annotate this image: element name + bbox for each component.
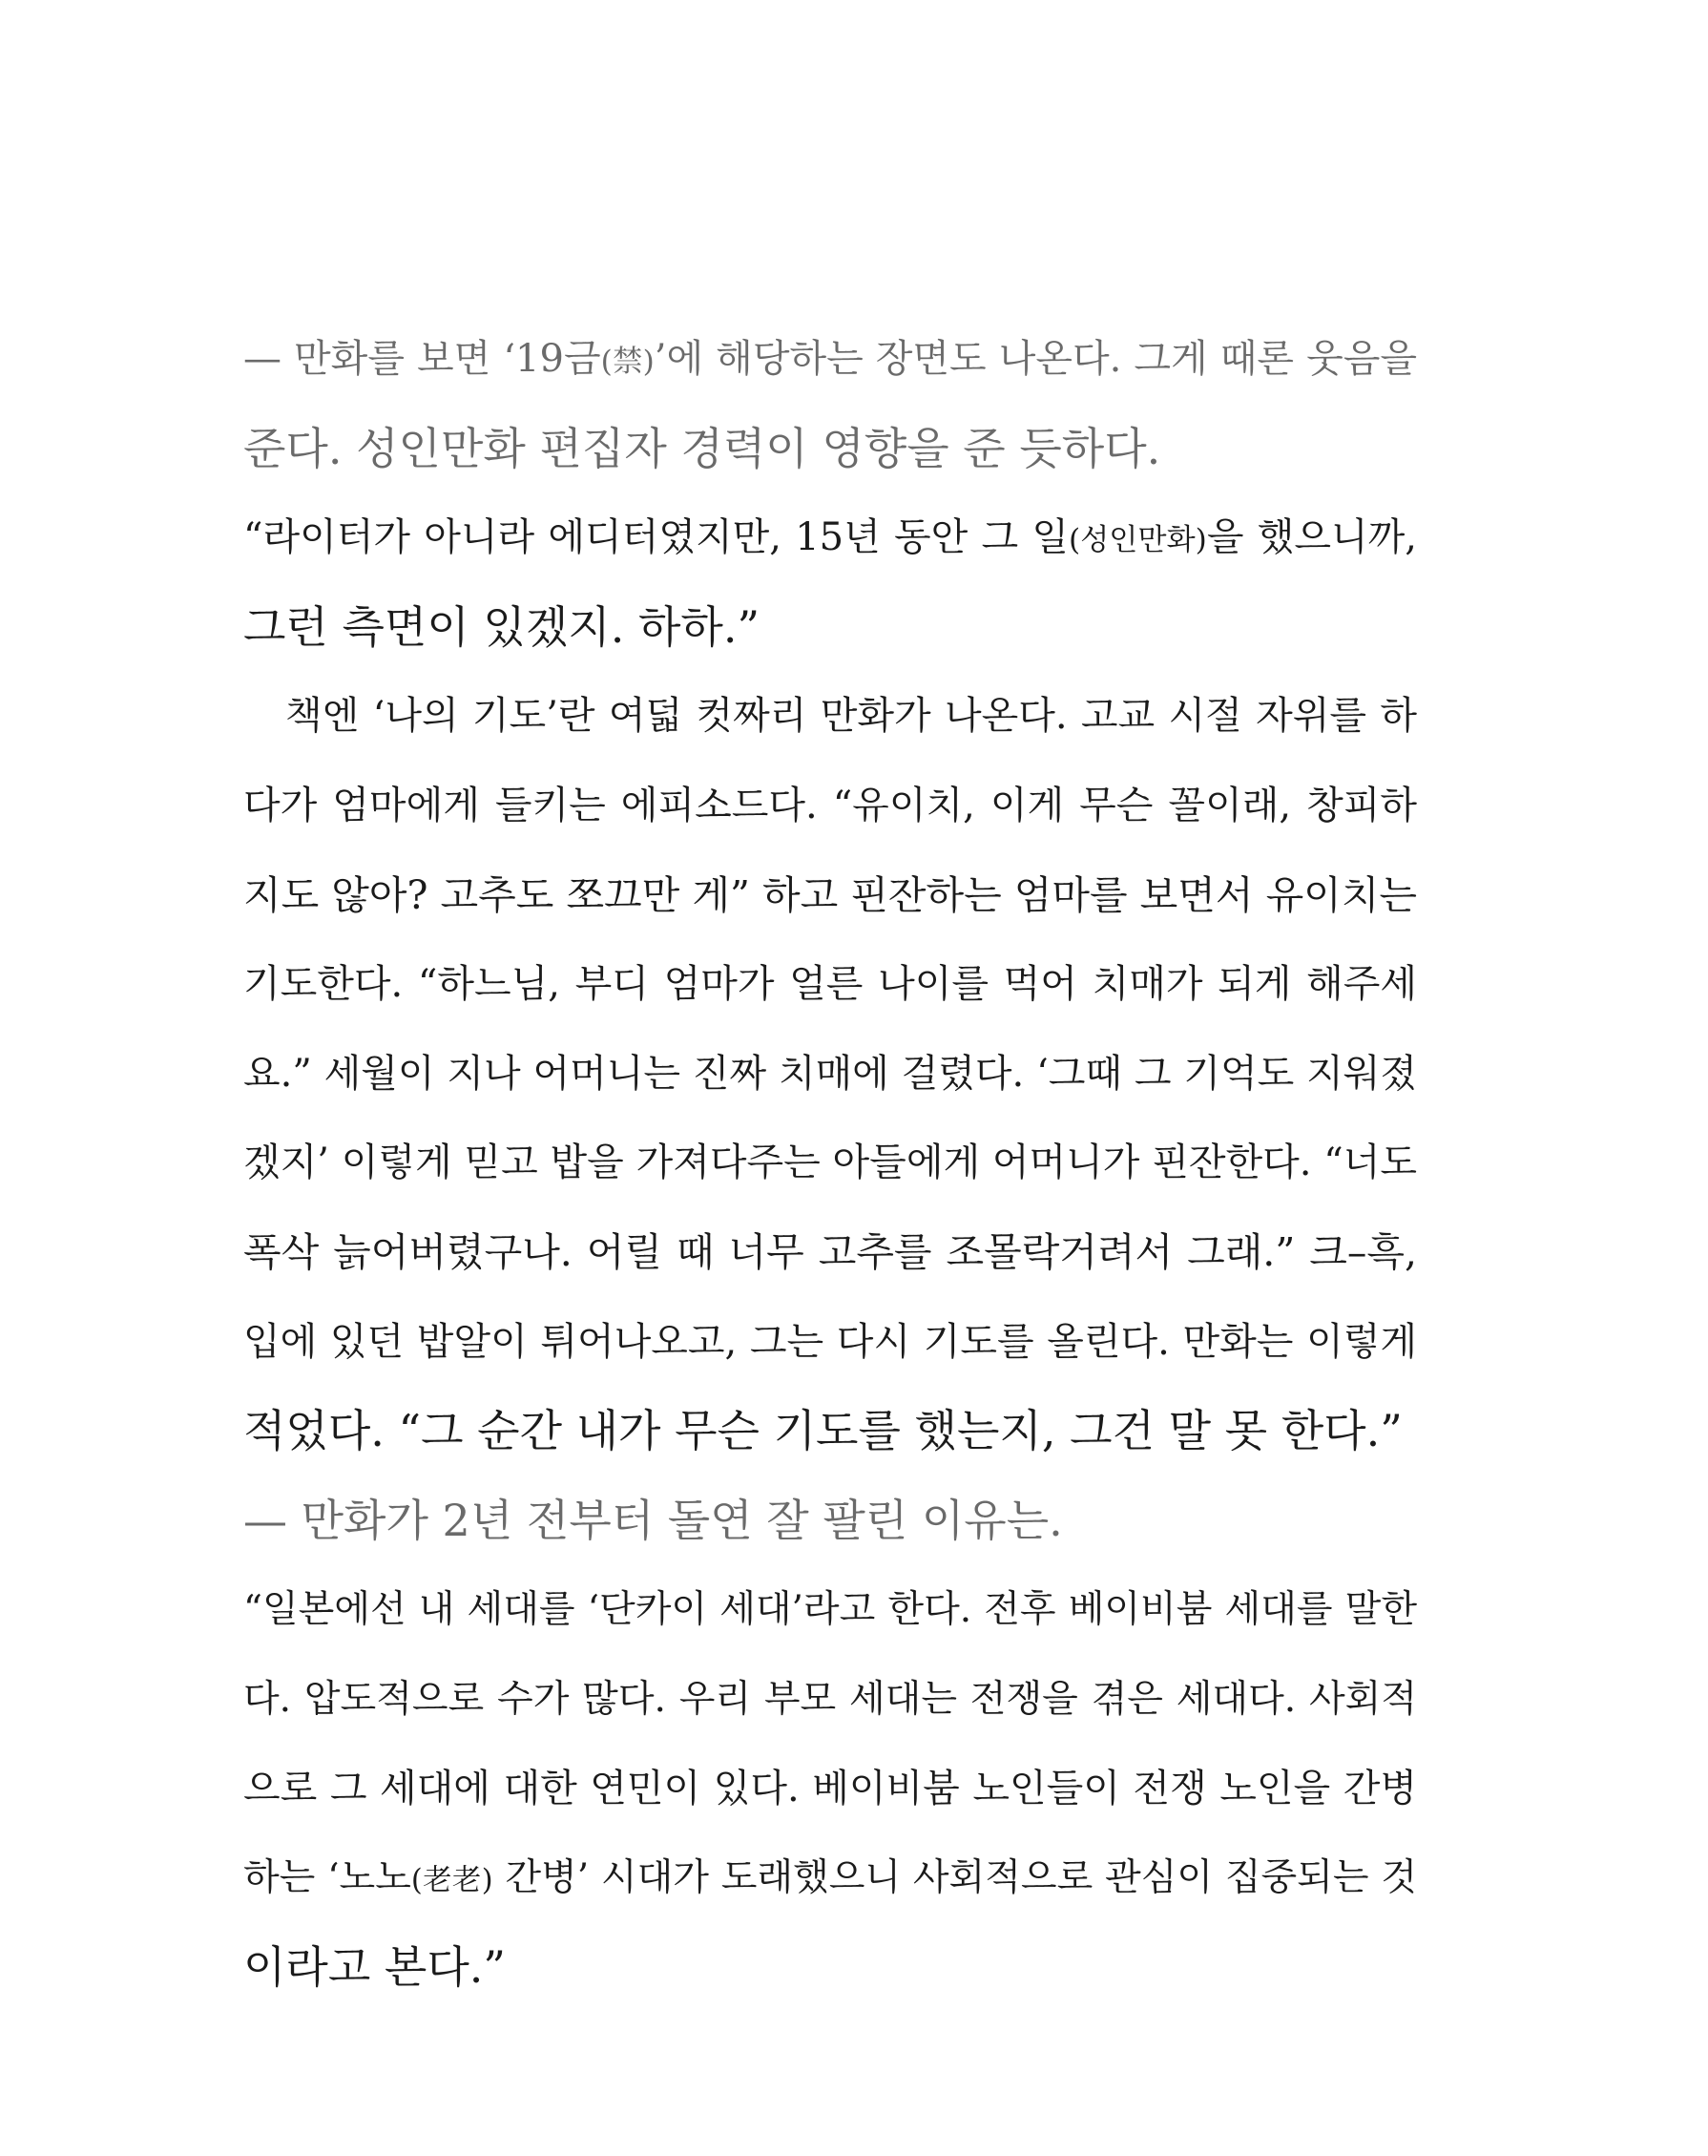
answer-2-line-4-post: 간병’ 시대가 도래했으니 사회적으로 관심이 집중되는 것 [492, 1856, 1417, 1900]
paragraph-1-line-3: 지도 않아? 고추도 쪼끄만 게” 하고 핀잔하는 엄마를 보면서 유이치는 [243, 871, 1417, 918]
question-2-line-1: — 만화가 2년 전부터 돌연 잘 팔린 이유는. [243, 1494, 1063, 1546]
article-page [243, 315, 1417, 2012]
question-1-line-1-pre: — 만화를 보면 ‘19금 [243, 337, 601, 381]
answer-1-line-1-pre: “라이터가 아니라 에디터였지만, 15년 동안 그 일 [243, 515, 1069, 560]
answer-1-line-2: 그런 측면이 있겠지. 하하.” [243, 600, 760, 653]
paragraph-1-line-2: 다가 엄마에게 들키는 에피소드다. “유이치, 이게 무슨 꼴이래, 창피하 [243, 783, 1417, 827]
paragraph-1-line-8: 입에 있던 밥알이 튀어나오고, 그는 다시 기도를 올린다. 만화는 이렇게 [243, 1319, 1417, 1364]
question-1-line-2: 준다. 성인만화 편집자 경력이 영향을 준 듯하다. [243, 422, 1161, 474]
answer-2-line-5: 이라고 본다.” [243, 1940, 506, 1993]
paragraph-1-line-6: 겠지’ 이렇게 믿고 밥을 가져다주는 아들에게 어머니가 핀잔한다. “너도 [243, 1141, 1417, 1185]
answer-2-line-3: 으로 그 세대에 대한 연민이 있다. 베이비붐 노인들이 전쟁 노인을 간병 [243, 1766, 1417, 1811]
answer-2-line-4-note: (老老) [410, 1864, 493, 1898]
paragraph-1-line-5: 요.” 세월이 지나 어머니는 진짜 치매에 걸렸다. ‘그때 그 기억도 지워졌 [243, 1051, 1417, 1096]
answer-1-line-1-post: 을 했으니까, [1206, 515, 1417, 560]
answer-1-line-1-note: (성인만화) [1069, 523, 1207, 558]
answer-2-line-1: “일본에선 내 세대를 ‘단카이 세대’라고 한다. 전후 베이비붐 세대를 말한 [243, 1588, 1417, 1632]
answer-1-line-1 [243, 493, 1417, 583]
paragraph-1-line-7: 폭삭 늙어버렸구나. 어릴 때 너무 고추를 조몰락거려서 그래.” 크–흑, [243, 1228, 1417, 1275]
question-1-line-1-note: (禁) [600, 345, 655, 379]
answer-2-line-2: 다. 압도적으로 수가 많다. 우리 부모 세대는 전쟁을 겪은 세대다. 사회적 [243, 1677, 1417, 1721]
question-1-line-1-post: ’에 해당하는 장면도 나온다. 그게 때론 웃음을 [654, 337, 1417, 381]
question-1-line-1 [243, 315, 1417, 405]
paragraph-1-line-4: 기도한다. “하느님, 부디 엄마가 얼른 나이를 먹어 치매가 되게 해주세 [243, 962, 1417, 1007]
answer-2-line-4 [243, 1833, 1417, 1923]
paragraph-1-line-9: 적었다. “그 순간 내가 무슨 기도를 했는지, 그건 말 못 한다.” [243, 1405, 1403, 1457]
answer-2-line-4-pre: 하는 ‘노노 [243, 1856, 411, 1900]
paragraph-1-line-1: 책엔 ‘나의 기도’란 여덟 컷짜리 만화가 나온다. 고교 시절 자위를 하 [285, 694, 1417, 739]
